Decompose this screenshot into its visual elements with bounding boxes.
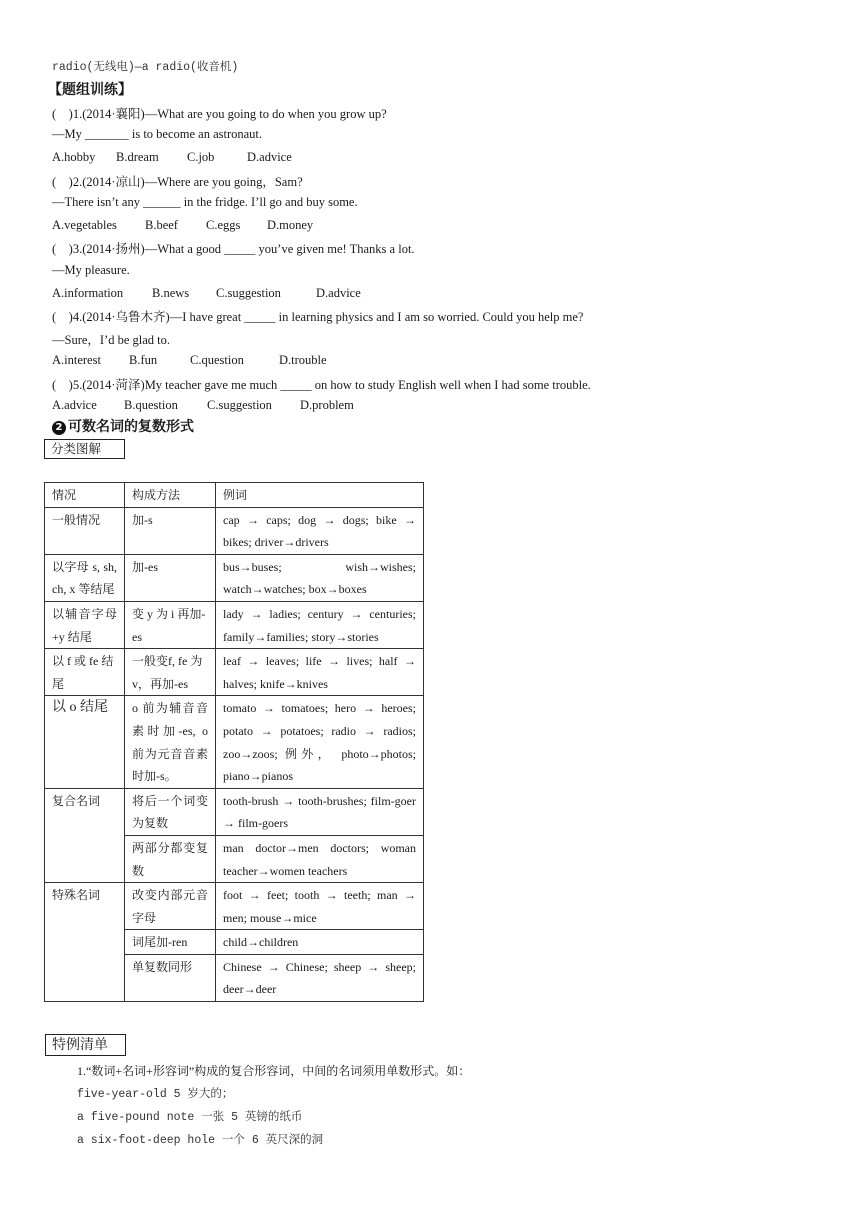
table-cell-method: 一般变f, fe 为 v，再加-es (125, 649, 216, 696)
table-cell-example: cap → caps; dog → dogs; bike → bikes; driver→drivers (216, 507, 424, 554)
table-cell-method: 变 y 为 i 再加-es (125, 601, 216, 648)
note-2: five-year-old 5 岁大的； (77, 1088, 234, 1101)
question-1-option-b: B.dream (116, 150, 159, 164)
section-title-plural-text: 可数名词的复数形式 (68, 420, 194, 435)
table-header-method: 构成方法 (125, 483, 216, 508)
table-row (45, 788, 424, 835)
table-row (45, 883, 424, 930)
question-2-stem: ( )2.(2014·凉山)—Where are you going，Sam? (52, 175, 303, 189)
table-row (45, 507, 424, 554)
table-row (45, 696, 424, 788)
table-cell-method: 两部分都变复数 (125, 835, 216, 882)
box-label-special-cases: 特例清单 (45, 1034, 126, 1056)
table-cell-case: 一般情况 (45, 507, 125, 554)
table-cell-example: leaf → leaves; life → lives; half → halves; knife→knives (216, 649, 424, 696)
question-3-option-c: C.suggestion (216, 286, 281, 300)
question-3-option-a: A.information (52, 286, 124, 300)
question-2-option-b: B.beef (145, 218, 178, 232)
table-row (45, 649, 424, 696)
table-cell-example: man doctor→men doctors; woman teacher→women teachers (216, 835, 424, 882)
table-cell-case: 以 o 结尾 (45, 696, 125, 788)
table-cell-method: 加-es (125, 554, 216, 601)
table-cell-example: tomato → tomatoes; hero → heroes; potato → potatoes; radio → radios; zoo→zoos; 例外， photo→photos; piano→pianos (216, 696, 424, 788)
question-1-option-a: A.hobby (52, 150, 96, 164)
question-2-option-a: A.vegetables (52, 218, 117, 232)
table-header-example: 例词 (216, 483, 424, 508)
section-title-exercises: 【题组训练】 (48, 83, 132, 98)
section-title-plural (52, 416, 194, 436)
plural-rules-table (44, 482, 424, 1002)
question-1-line2: —My _______ is to become an astronaut. (52, 127, 263, 141)
table-row (45, 554, 424, 601)
header-line: radio(无线电)—a radio(收音机) (52, 61, 239, 74)
table-cell-case: 以辅音字母+y 结尾 (45, 601, 125, 648)
question-4-stem: ( )4.(2014·乌鲁木齐)—I have great _____ in learning physics and I am so worried. Could you help me? (52, 310, 584, 324)
note-3: a five-pound note 一张 5 英镑的纸币 (77, 1111, 303, 1124)
table-cell-example: bus→buses; wish→wishes; watch→watches; box→boxes (216, 554, 424, 601)
box-label-diagram: 分类图解 (44, 439, 125, 459)
note-1: 1.“数词+名词+形容词”构成的复合形容词，中间的名词须用单数形式。如： (77, 1064, 471, 1078)
table-cell-method: 单复数同形 (125, 954, 216, 1001)
question-1-option-d: D.advice (247, 150, 292, 164)
question-2-option-c: C.eggs (206, 218, 241, 232)
question-1-option-c: C.job (187, 150, 215, 164)
table-cell-case: 以字母 s, sh, ch, x 等结尾 (45, 554, 125, 601)
question-4-option-c: C.question (190, 353, 244, 367)
table-header-case: 情况 (45, 483, 125, 508)
note-4: a six-foot-deep hole 一个 6 英尺深的洞 (77, 1134, 324, 1147)
question-3-option-d: D.advice (316, 286, 361, 300)
question-4-line2: —Sure，I’d be glad to. (52, 333, 171, 347)
question-2-line2: —There isn’t any ______ in the fridge. I’ll go and buy some. (52, 195, 358, 209)
table-cell-example: Chinese → Chinese; sheep → sheep; deer→deer (216, 954, 424, 1001)
table-cell-case: 复合名词 (45, 788, 125, 882)
question-5-option-c: C.suggestion (207, 398, 272, 412)
table-cell-example: child→children (216, 930, 424, 955)
question-5-option-d: D.problem (300, 398, 354, 412)
question-3-stem: ( )3.(2014·扬州)—What a good _____ you’ve given me! Thanks a lot. (52, 242, 415, 256)
table-cell-method: 加-s (125, 507, 216, 554)
section-number-badge: 2 (52, 421, 66, 435)
question-5-option-b: B.question (124, 398, 178, 412)
table-cell-method: 改变内部元音字母 (125, 883, 216, 930)
table-row (45, 601, 424, 648)
question-4-option-d: D.trouble (279, 353, 327, 367)
question-5-stem: ( )5.(2014·菏泽)My teacher gave me much _____ on how to study English well when I had some trouble. (52, 378, 591, 392)
table-cell-example: tooth-brush → tooth-brushes; film-goer → film-goers (216, 788, 424, 835)
question-4-option-a: A.interest (52, 353, 101, 367)
table-cell-method: 将后一个词变为复数 (125, 788, 216, 835)
table-cell-example: foot → feet; tooth → teeth; man → men; mouse→mice (216, 883, 424, 930)
question-3-option-b: B.news (152, 286, 190, 300)
question-1-stem: ( )1.(2014·襄阳)—What are you going to do when you grow up? (52, 107, 387, 121)
table-cell-case: 特殊名词 (45, 883, 125, 1002)
table-cell-example: lady → ladies; century → centuries; family→families; story→stories (216, 601, 424, 648)
question-5-option-a: A.advice (52, 398, 97, 412)
table-cell-method: 词尾加-ren (125, 930, 216, 955)
table-header-row (45, 483, 424, 508)
question-4-option-b: B.fun (129, 353, 158, 367)
question-3-line2: —My pleasure. (52, 263, 130, 277)
table-cell-method: o 前为辅音音素时加-es, o 前为元音音素时加-s。 (125, 696, 216, 788)
question-2-option-d: D.money (267, 218, 314, 232)
table-cell-case: 以 f 或 fe 结尾 (45, 649, 125, 696)
